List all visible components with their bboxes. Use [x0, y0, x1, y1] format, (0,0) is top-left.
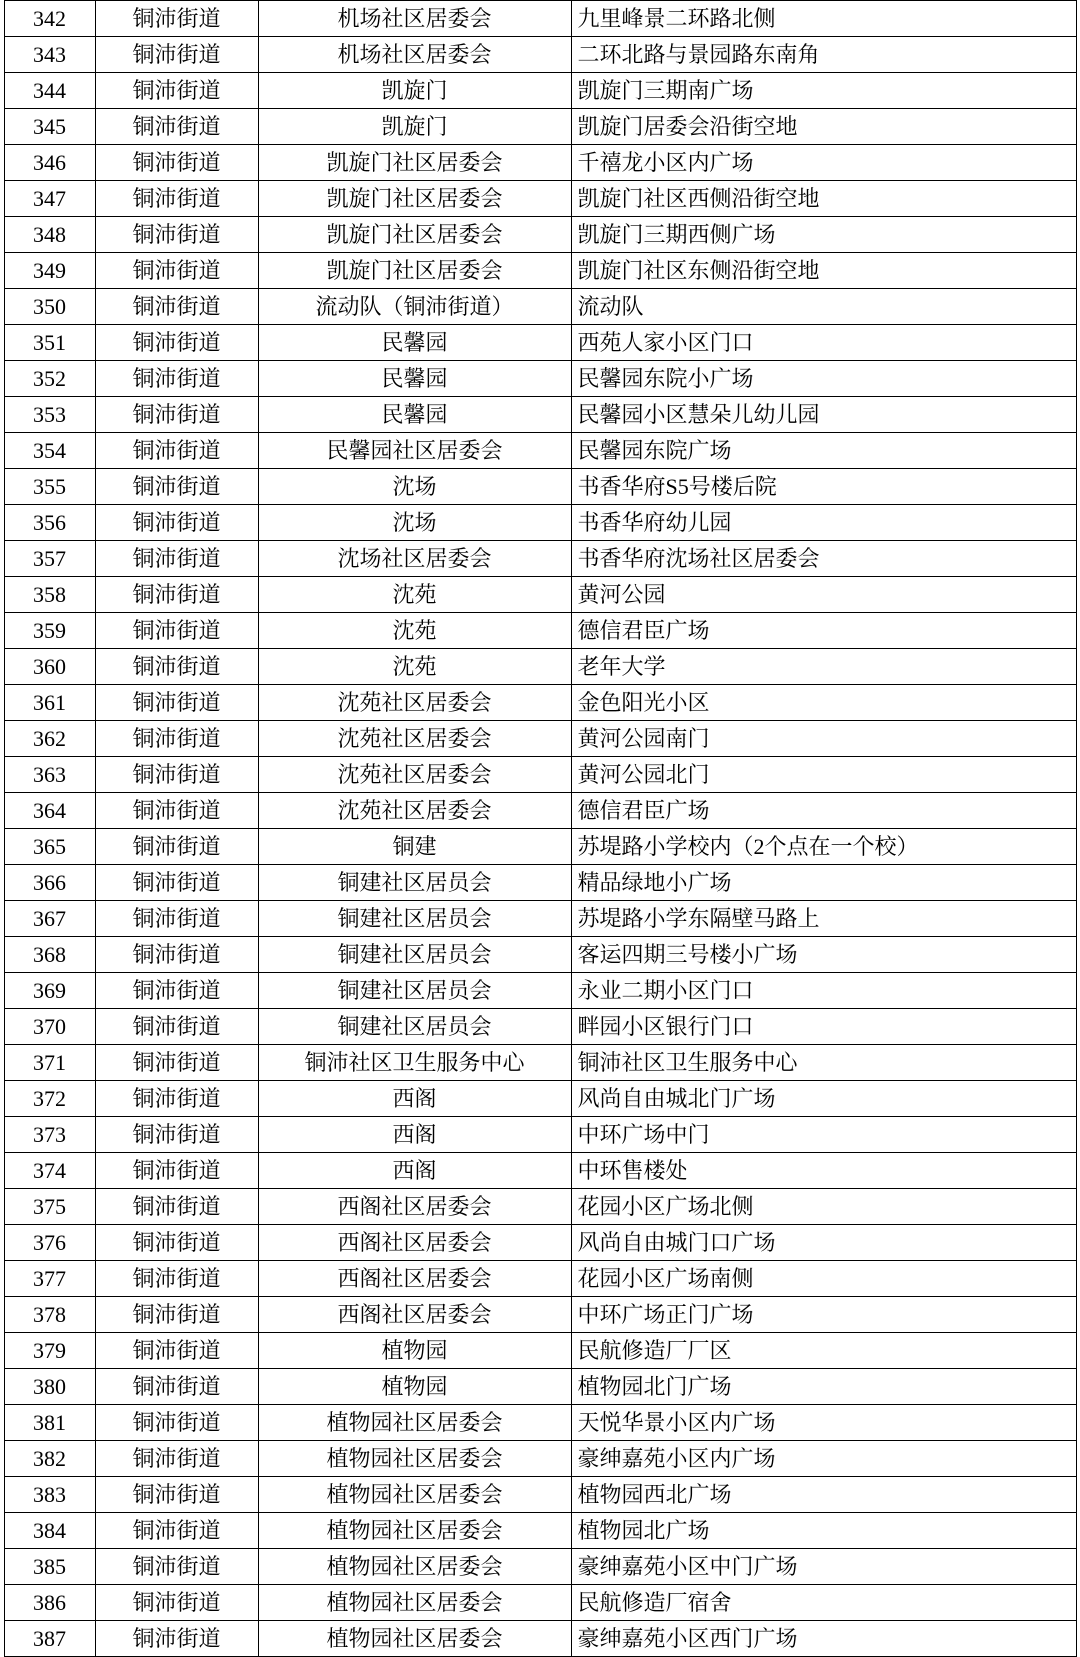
cell-street: 铜沛街道 [95, 1585, 258, 1621]
cell-community: 凯旋门社区居委会 [258, 217, 571, 253]
cell-location: 天悦华景小区内广场 [571, 1405, 1076, 1441]
cell-location: 植物园北门广场 [571, 1369, 1076, 1405]
cell-index: 366 [4, 865, 95, 901]
cell-index: 377 [4, 1261, 95, 1297]
table-row [4, 289, 1076, 325]
table-row [4, 1369, 1076, 1405]
table-row [4, 217, 1076, 253]
table-row [4, 109, 1076, 145]
cell-location: 民航修造厂宿舍 [571, 1585, 1076, 1621]
cell-location: 书香华府S5号楼后院 [571, 469, 1076, 505]
table-row [4, 1441, 1076, 1477]
cell-community: 沈苑 [258, 613, 571, 649]
cell-street: 铜沛街道 [95, 937, 258, 973]
cell-index: 342 [4, 1, 95, 37]
cell-location: 千禧龙小区内广场 [571, 145, 1076, 181]
cell-community: 民馨园 [258, 361, 571, 397]
cell-street: 铜沛街道 [95, 577, 258, 613]
cell-street: 铜沛街道 [95, 325, 258, 361]
table-row [4, 1261, 1076, 1297]
cell-community: 西阁 [258, 1153, 571, 1189]
table-row [4, 505, 1076, 541]
cell-location: 凯旋门居委会沿街空地 [571, 109, 1076, 145]
cell-street: 铜沛街道 [95, 1513, 258, 1549]
cell-street: 铜沛街道 [95, 1333, 258, 1369]
cell-community: 凯旋门社区居委会 [258, 181, 571, 217]
cell-location: 凯旋门三期西侧广场 [571, 217, 1076, 253]
cell-index: 384 [4, 1513, 95, 1549]
cell-street: 铜沛街道 [95, 1, 258, 37]
cell-location: 民航修造厂厂区 [571, 1333, 1076, 1369]
cell-index: 349 [4, 253, 95, 289]
cell-location: 铜沛社区卫生服务中心 [571, 1045, 1076, 1081]
cell-street: 铜沛街道 [95, 469, 258, 505]
cell-index: 371 [4, 1045, 95, 1081]
cell-street: 铜沛街道 [95, 37, 258, 73]
cell-index: 383 [4, 1477, 95, 1513]
cell-index: 352 [4, 361, 95, 397]
table-row [4, 937, 1076, 973]
cell-community: 铜沛社区卫生服务中心 [258, 1045, 571, 1081]
cell-index: 365 [4, 829, 95, 865]
cell-street: 铜沛街道 [95, 73, 258, 109]
table-row [4, 253, 1076, 289]
cell-community: 机场社区居委会 [258, 37, 571, 73]
cell-street: 铜沛街道 [95, 1297, 258, 1333]
cell-index: 379 [4, 1333, 95, 1369]
cell-index: 356 [4, 505, 95, 541]
cell-location: 风尚自由城北门广场 [571, 1081, 1076, 1117]
cell-index: 361 [4, 685, 95, 721]
cell-street: 铜沛街道 [95, 829, 258, 865]
cell-location: 流动队 [571, 289, 1076, 325]
cell-street: 铜沛街道 [95, 145, 258, 181]
cell-community: 铜建社区居员会 [258, 973, 571, 1009]
cell-location: 植物园北广场 [571, 1513, 1076, 1549]
cell-community: 沈苑社区居委会 [258, 757, 571, 793]
cell-index: 367 [4, 901, 95, 937]
table-row [4, 721, 1076, 757]
table-row [4, 1, 1076, 37]
cell-community: 沈苑 [258, 577, 571, 613]
cell-index: 355 [4, 469, 95, 505]
cell-index: 375 [4, 1189, 95, 1225]
cell-index: 363 [4, 757, 95, 793]
cell-location: 金色阳光小区 [571, 685, 1076, 721]
cell-location: 民馨园东院广场 [571, 433, 1076, 469]
cell-location: 黄河公园南门 [571, 721, 1076, 757]
cell-street: 铜沛街道 [95, 613, 258, 649]
cell-street: 铜沛街道 [95, 1189, 258, 1225]
cell-index: 364 [4, 793, 95, 829]
table-row [4, 1513, 1076, 1549]
cell-street: 铜沛街道 [95, 973, 258, 1009]
cell-community: 凯旋门社区居委会 [258, 253, 571, 289]
cell-index: 370 [4, 1009, 95, 1045]
cell-street: 铜沛街道 [95, 1153, 258, 1189]
cell-community: 民馨园社区居委会 [258, 433, 571, 469]
table-row [4, 685, 1076, 721]
data-table [4, 0, 1077, 1657]
table-row [4, 973, 1076, 1009]
table-row [4, 1621, 1076, 1657]
cell-community: 流动队（铜沛街道） [258, 289, 571, 325]
cell-index: 358 [4, 577, 95, 613]
cell-community: 植物园社区居委会 [258, 1441, 571, 1477]
table-row [4, 1189, 1076, 1225]
cell-street: 铜沛街道 [95, 289, 258, 325]
cell-location: 植物园西北广场 [571, 1477, 1076, 1513]
cell-location: 花园小区广场南侧 [571, 1261, 1076, 1297]
cell-index: 381 [4, 1405, 95, 1441]
table-row [4, 541, 1076, 577]
table-row [4, 793, 1076, 829]
cell-street: 铜沛街道 [95, 1081, 258, 1117]
cell-community: 西阁社区居委会 [258, 1261, 571, 1297]
cell-location: 苏堤路小学校内（2个点在一个校） [571, 829, 1076, 865]
cell-index: 357 [4, 541, 95, 577]
table-row [4, 181, 1076, 217]
cell-location: 凯旋门社区东侧沿街空地 [571, 253, 1076, 289]
table-row [4, 1225, 1076, 1261]
cell-community: 西阁社区居委会 [258, 1297, 571, 1333]
cell-community: 民馨园 [258, 397, 571, 433]
cell-location: 老年大学 [571, 649, 1076, 685]
table-row [4, 1045, 1076, 1081]
table-row [4, 577, 1076, 613]
table-row [4, 1585, 1076, 1621]
cell-index: 387 [4, 1621, 95, 1657]
cell-community: 沈场 [258, 505, 571, 541]
table-row [4, 73, 1076, 109]
table-row [4, 829, 1076, 865]
cell-index: 382 [4, 1441, 95, 1477]
cell-street: 铜沛街道 [95, 721, 258, 757]
cell-index: 353 [4, 397, 95, 433]
cell-index: 372 [4, 1081, 95, 1117]
cell-index: 373 [4, 1117, 95, 1153]
cell-index: 347 [4, 181, 95, 217]
table-row [4, 1549, 1076, 1585]
cell-location: 豪绅嘉苑小区内广场 [571, 1441, 1076, 1477]
table-row [4, 1117, 1076, 1153]
cell-community: 沈苑社区居委会 [258, 721, 571, 757]
table-row [4, 397, 1076, 433]
table-row [4, 1477, 1076, 1513]
cell-street: 铜沛街道 [95, 1369, 258, 1405]
cell-community: 西阁社区居委会 [258, 1225, 571, 1261]
cell-street: 铜沛街道 [95, 541, 258, 577]
cell-location: 黄河公园北门 [571, 757, 1076, 793]
cell-location: 苏堤路小学东隔壁马路上 [571, 901, 1076, 937]
cell-index: 374 [4, 1153, 95, 1189]
table-row [4, 901, 1076, 937]
cell-street: 铜沛街道 [95, 1549, 258, 1585]
cell-location: 德信君臣广场 [571, 793, 1076, 829]
cell-location: 畔园小区银行门口 [571, 1009, 1076, 1045]
cell-index: 344 [4, 73, 95, 109]
cell-street: 铜沛街道 [95, 1225, 258, 1261]
cell-index: 378 [4, 1297, 95, 1333]
cell-location: 永业二期小区门口 [571, 973, 1076, 1009]
cell-street: 铜沛街道 [95, 1477, 258, 1513]
cell-location: 精品绿地小广场 [571, 865, 1076, 901]
cell-community: 植物园社区居委会 [258, 1585, 571, 1621]
cell-location: 二环北路与景园路东南角 [571, 37, 1076, 73]
cell-location: 中环广场正门广场 [571, 1297, 1076, 1333]
table-row [4, 145, 1076, 181]
table-row [4, 1153, 1076, 1189]
cell-community: 凯旋门 [258, 73, 571, 109]
cell-street: 铜沛街道 [95, 253, 258, 289]
table-row [4, 325, 1076, 361]
cell-community: 沈苑 [258, 649, 571, 685]
cell-street: 铜沛街道 [95, 361, 258, 397]
cell-street: 铜沛街道 [95, 1117, 258, 1153]
cell-location: 书香华府幼儿园 [571, 505, 1076, 541]
table-row [4, 1405, 1076, 1441]
cell-location: 西苑人家小区门口 [571, 325, 1076, 361]
cell-community: 西阁社区居委会 [258, 1189, 571, 1225]
cell-location: 凯旋门社区西侧沿街空地 [571, 181, 1076, 217]
cell-location: 书香华府沈场社区居委会 [571, 541, 1076, 577]
table-row [4, 37, 1076, 73]
cell-community: 机场社区居委会 [258, 1, 571, 37]
cell-community: 植物园社区居委会 [258, 1621, 571, 1657]
cell-community: 植物园 [258, 1333, 571, 1369]
table-row [4, 613, 1076, 649]
cell-street: 铜沛街道 [95, 649, 258, 685]
cell-location: 豪绅嘉苑小区中门广场 [571, 1549, 1076, 1585]
cell-street: 铜沛街道 [95, 397, 258, 433]
cell-street: 铜沛街道 [95, 1405, 258, 1441]
cell-location: 中环售楼处 [571, 1153, 1076, 1189]
cell-location: 客运四期三号楼小广场 [571, 937, 1076, 973]
cell-location: 凯旋门三期南广场 [571, 73, 1076, 109]
cell-street: 铜沛街道 [95, 865, 258, 901]
cell-community: 凯旋门社区居委会 [258, 145, 571, 181]
cell-community: 西阁 [258, 1117, 571, 1153]
cell-index: 360 [4, 649, 95, 685]
cell-street: 铜沛街道 [95, 757, 258, 793]
cell-community: 植物园社区居委会 [258, 1549, 571, 1585]
cell-street: 铜沛街道 [95, 217, 258, 253]
cell-index: 348 [4, 217, 95, 253]
cell-street: 铜沛街道 [95, 1261, 258, 1297]
cell-street: 铜沛街道 [95, 685, 258, 721]
cell-street: 铜沛街道 [95, 109, 258, 145]
cell-location: 风尚自由城门口广场 [571, 1225, 1076, 1261]
cell-community: 沈场 [258, 469, 571, 505]
cell-index: 386 [4, 1585, 95, 1621]
cell-location: 民馨园小区慧朵儿幼儿园 [571, 397, 1076, 433]
table-row [4, 361, 1076, 397]
cell-community: 沈苑社区居委会 [258, 685, 571, 721]
table-row [4, 433, 1076, 469]
cell-street: 铜沛街道 [95, 1621, 258, 1657]
cell-location: 花园小区广场北侧 [571, 1189, 1076, 1225]
cell-index: 376 [4, 1225, 95, 1261]
cell-index: 369 [4, 973, 95, 1009]
cell-index: 350 [4, 289, 95, 325]
cell-community: 植物园社区居委会 [258, 1405, 571, 1441]
cell-community: 凯旋门 [258, 109, 571, 145]
cell-street: 铜沛街道 [95, 505, 258, 541]
cell-location: 九里峰景二环路北侧 [571, 1, 1076, 37]
cell-location: 中环广场中门 [571, 1117, 1076, 1153]
cell-index: 359 [4, 613, 95, 649]
cell-index: 354 [4, 433, 95, 469]
cell-community: 沈苑社区居委会 [258, 793, 571, 829]
cell-community: 植物园社区居委会 [258, 1513, 571, 1549]
cell-location: 豪绅嘉苑小区西门广场 [571, 1621, 1076, 1657]
cell-location: 德信君臣广场 [571, 613, 1076, 649]
table-row [4, 757, 1076, 793]
cell-index: 385 [4, 1549, 95, 1585]
cell-index: 343 [4, 37, 95, 73]
cell-index: 380 [4, 1369, 95, 1405]
cell-street: 铜沛街道 [95, 1045, 258, 1081]
table-body [4, 1, 1076, 1657]
cell-location: 黄河公园 [571, 577, 1076, 613]
cell-location: 民馨园东院小广场 [571, 361, 1076, 397]
cell-street: 铜沛街道 [95, 901, 258, 937]
cell-community: 铜建社区居员会 [258, 937, 571, 973]
cell-index: 351 [4, 325, 95, 361]
cell-community: 植物园社区居委会 [258, 1477, 571, 1513]
cell-index: 345 [4, 109, 95, 145]
cell-index: 346 [4, 145, 95, 181]
cell-street: 铜沛街道 [95, 793, 258, 829]
cell-index: 368 [4, 937, 95, 973]
table-row [4, 865, 1076, 901]
cell-community: 铜建社区居员会 [258, 1009, 571, 1045]
cell-community: 铜建社区居员会 [258, 901, 571, 937]
cell-street: 铜沛街道 [95, 181, 258, 217]
cell-community: 铜建社区居员会 [258, 865, 571, 901]
table-row [4, 1009, 1076, 1045]
cell-street: 铜沛街道 [95, 1441, 258, 1477]
cell-community: 民馨园 [258, 325, 571, 361]
table-row [4, 649, 1076, 685]
table-row [4, 469, 1076, 505]
table-row [4, 1081, 1076, 1117]
cell-community: 沈场社区居委会 [258, 541, 571, 577]
cell-community: 西阁 [258, 1081, 571, 1117]
table-row [4, 1297, 1076, 1333]
table-row [4, 1333, 1076, 1369]
cell-street: 铜沛街道 [95, 433, 258, 469]
cell-street: 铜沛街道 [95, 1009, 258, 1045]
cell-community: 铜建 [258, 829, 571, 865]
cell-community: 植物园 [258, 1369, 571, 1405]
cell-index: 362 [4, 721, 95, 757]
